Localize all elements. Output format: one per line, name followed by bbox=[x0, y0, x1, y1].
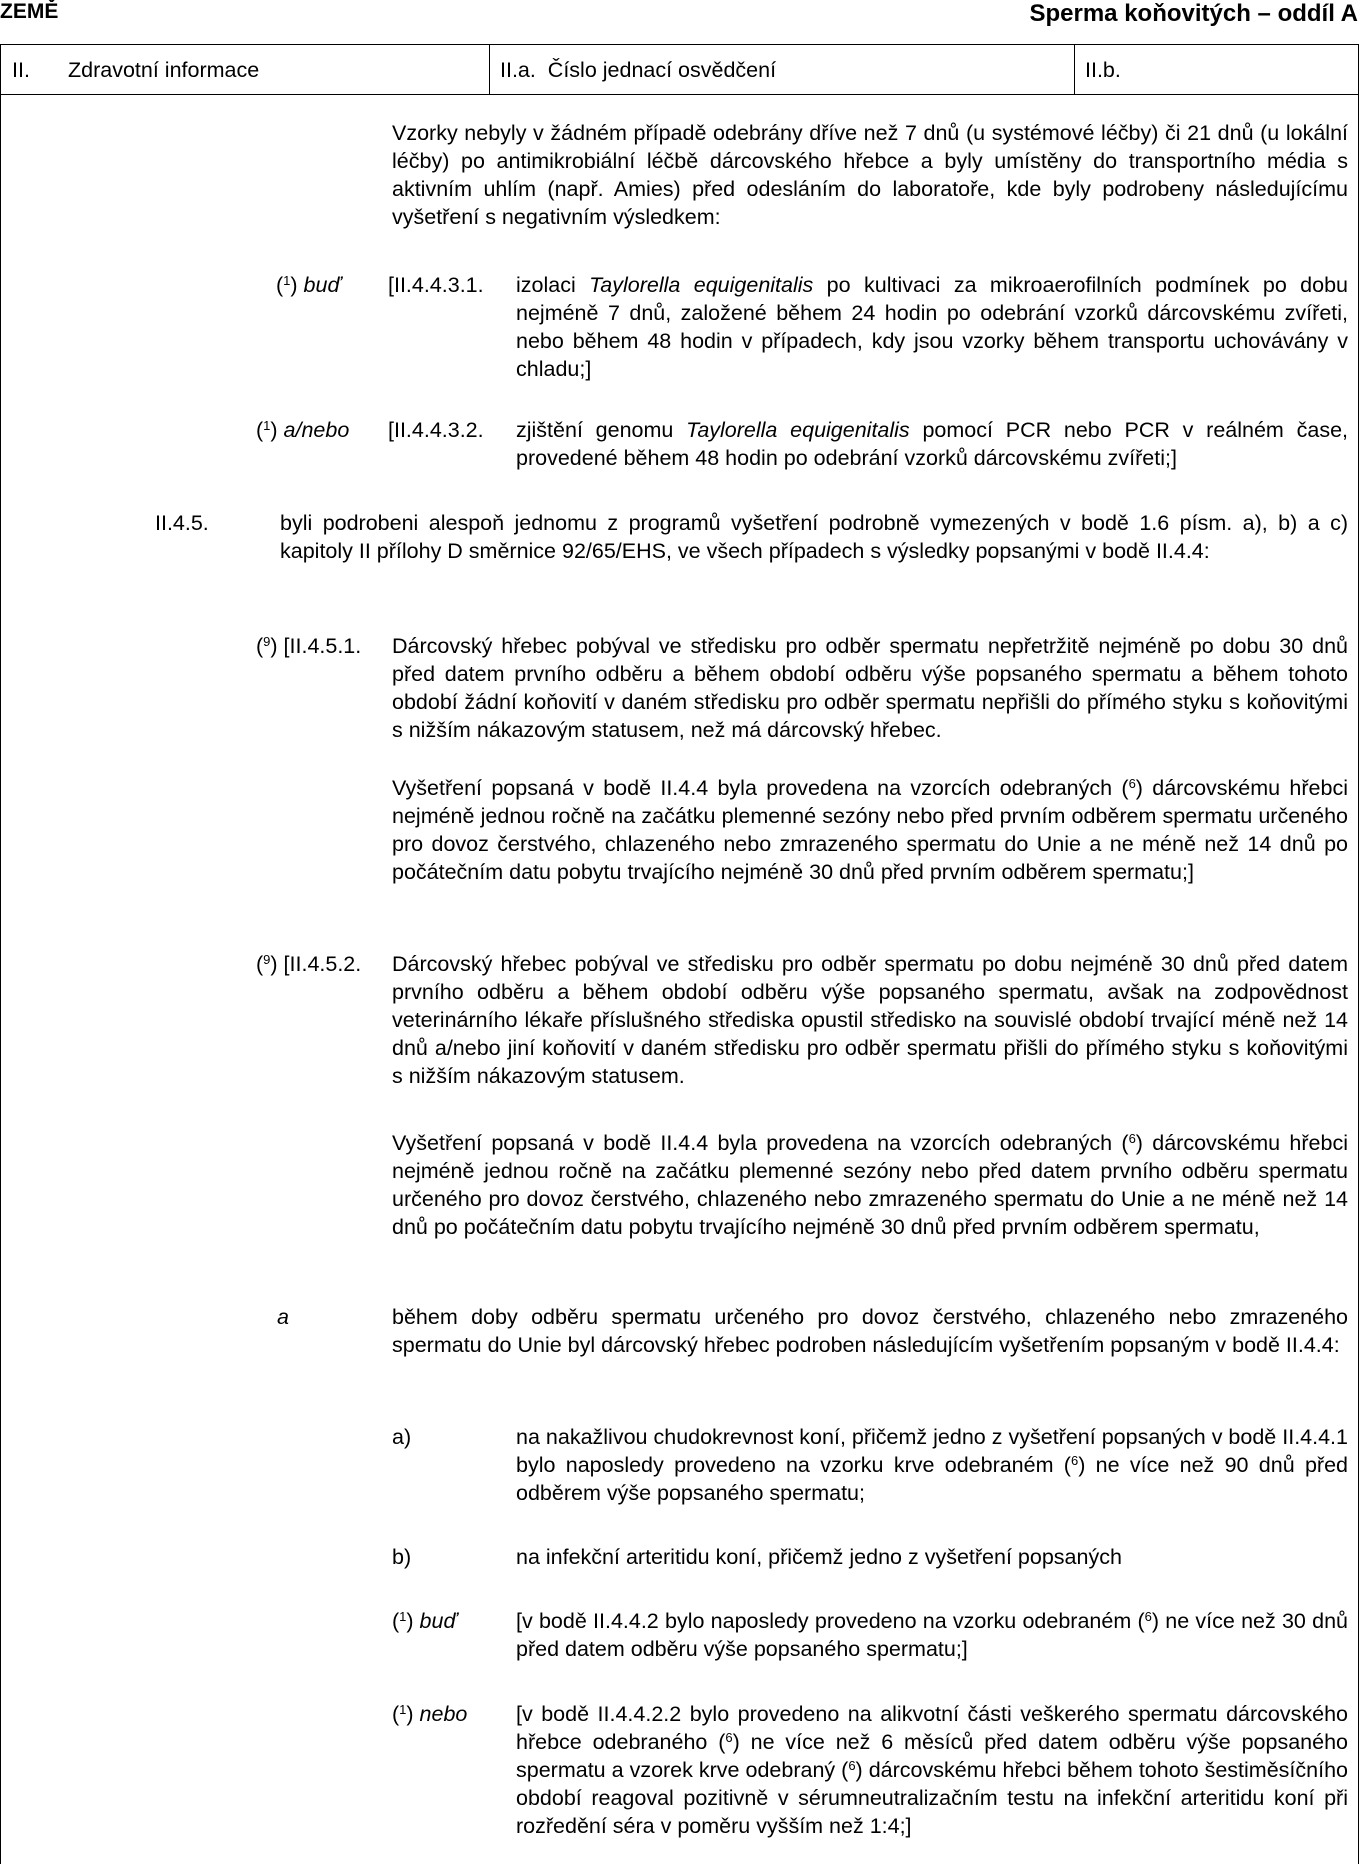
section-title: Zdravotní informace bbox=[68, 58, 260, 82]
option-1-text: izolaci Taylorella equigenitalis po kultivaci za mikroaerofilních podmínek po dobu nejméně 7 dnů, založené během 24 hodin po odebrání vzorků dárcovskému zvířeti, nebo během 48 hodin v případech, kdy jsou vzorky během transportu uchovávány v chladu;] bbox=[516, 273, 1349, 381]
section-ii45-number: II.4.5. bbox=[155, 511, 209, 535]
section-ii452-exam-text: Vyšetření popsaná v bodě II.4.4 byla provedena na vzorcích odebraných ($^6$) dárcovskému hřebci nejméně jednou ročně na začátku plemenné sezóny nebo před datem prvního odběru spermatu určeného pro dovoz čerstvého, chlazeného nebo zmrazeného spermatu do Unie a ne méně než 14 dnů po počátečním datu pobytu trvajícího nejméně 30 dnů před prvním odběrem spermatu, bbox=[392, 1131, 1348, 1239]
subitem-b-option-1-marker: ($^1$) buď bbox=[392, 1609, 457, 1633]
certificate-title: Sperma koňovitých – oddíl A bbox=[1029, 0, 1358, 27]
section-ii451-marker: ($^9$) [II.4.5.1. bbox=[256, 634, 362, 658]
country-label: ZEMĚ bbox=[0, 0, 59, 23]
reference-number-label: II.a. Číslo jednací osvědčení bbox=[500, 58, 777, 82]
subitem-b-option-2-marker: ($^1$) nebo bbox=[392, 1702, 468, 1726]
subitem-b-text: na infekční arteritidu koní, přičemž jedno z vyšetření popsaných bbox=[516, 1545, 1122, 1569]
subitem-b-option-2-text: [v bodě II.4.4.2.2 bylo provedeno na alikvotní části veškerého spermatu dárcovského hřebce odebraného ($^6$) ne více než 6 měsíců před datem odběru výše popsaného spermatu a vzorek krve odebraný ($^6$) dárcovskému hřebci během tohoto šestiměsíčního období reagoval pozitivně v sérumneutralizačním testu na infekční arteritidu koní při rozředění séra v poměru vyšším než 1:4;] bbox=[516, 1702, 1349, 1838]
conjunction-a-text: během doby odběru spermatu určeného pro dovoz čerstvého, chlazeného nebo zmrazeného spermatu do Unie byl dárcovský hřebec podroben následujícím vyšetřením popsaným v bodě II.4.4: bbox=[392, 1305, 1348, 1357]
section-number: II. bbox=[12, 58, 30, 82]
subitem-a-text: na nakažlivou chudokrevnost koní, přičemž jedno z vyšetření popsaných v bodě II.4.4.1 bylo naposledy provedeno na vzorku krve odebraném ($^6$) ne více než 90 dnů před odběrem výše popsaného spermatu; bbox=[516, 1425, 1348, 1505]
subitem-b-option-1-text: [v bodě II.4.4.2 bylo naposledy provedeno na vzorku odebraném ($^6$) ne více než 30 dnů před datem odběru výše popsaného spermatu;] bbox=[516, 1609, 1348, 1661]
option-1-ref: [II.4.4.3.1. bbox=[388, 273, 484, 297]
section-ii451-text: Dárcovský hřebec pobýval ve středisku pro odběr spermatu nepřetržitě nejméně po dobu 30 dnů před datem prvního odběru a během období odběru výše popsaného spermatu a během tohoto období žádní koňovití v daném středisku pro odběr spermatu nepřišli do přímého styku s koňovitými s nižším nákazovým statusem, než má dárcovský hřebec. bbox=[392, 634, 1348, 742]
header-divider bbox=[0, 94, 1359, 95]
section-ii452-text: Dárcovský hřebec pobýval ve středisku pro odběr spermatu po dobu nejméně 30 dnů před datem prvního odběru a během období odběru výše popsaného spermatu, avšak na zodpovědnost veterinárního lékaře příslušného střediska opustil středisko na souvislé období trvající méně než 14 dnů a/nebo jiní koňovití v daném středisku pro odběr spermatu přišli do přímého styku s koňovitými s nižším nákazovým statusem. bbox=[392, 952, 1348, 1088]
subitem-b-label: b) bbox=[392, 1545, 412, 1569]
column-divider-2 bbox=[1074, 44, 1075, 95]
column-divider-1 bbox=[489, 44, 490, 95]
option-2-marker: ($^1$) a/nebo bbox=[256, 418, 350, 442]
option-2-text: zjištění genomu Taylorella equigenitalis pomocí PCR nebo PCR v reálném čase, provedené během 48 hodin po odebrání vzorků dárcovskému zvířeti;] bbox=[516, 418, 1349, 470]
intro-paragraph: Vzorky nebyly v žádném případě odebrány dříve než 7 dnů (u systémové léčby) či 21 dnů (u lokální léčby) po antimikrobiální léčbě dárcovského hřebce a byly umístěny do transportního média s aktivním uhlím (např. Amies) před odesláním do laboratoře, kde byly podrobeny následujícímu vyšetření s negativním výsledkem: bbox=[392, 121, 1348, 229]
option-2-ref: [II.4.4.3.2. bbox=[388, 418, 484, 442]
option-1-marker: ($^1$) buď bbox=[276, 273, 341, 297]
section-iib-label: II.b. bbox=[1085, 58, 1121, 82]
conjunction-a-label: a bbox=[277, 1305, 289, 1329]
section-ii45-text: byli podrobeni alespoň jednomu z programů vyšetření podrobně vymezených v bodě 1.6 písm. a), b) a c) kapitoly II přílohy D směrnice 92/65/EHS, ve všech případech s výsledky popsanými v bodě II.4.4: bbox=[280, 511, 1348, 563]
section-ii452-marker: ($^9$) [II.4.5.2. bbox=[256, 952, 362, 976]
subitem-a-label: a) bbox=[392, 1425, 412, 1449]
section-ii451-exam-text: Vyšetření popsaná v bodě II.4.4 byla provedena na vzorcích odebraných ($^6$) dárcovskému hřebci nejméně jednou ročně na začátku plemenné sezóny nebo před prvním odběrem spermatu určeného pro dovoz čerstvého, chlazeného nebo zmrazeného spermatu do Unie a ne méně než 14 dnů po počátečním datu pobytu trvajícího nejméně 30 dnů před prvním odběrem spermatu;] bbox=[392, 776, 1348, 884]
